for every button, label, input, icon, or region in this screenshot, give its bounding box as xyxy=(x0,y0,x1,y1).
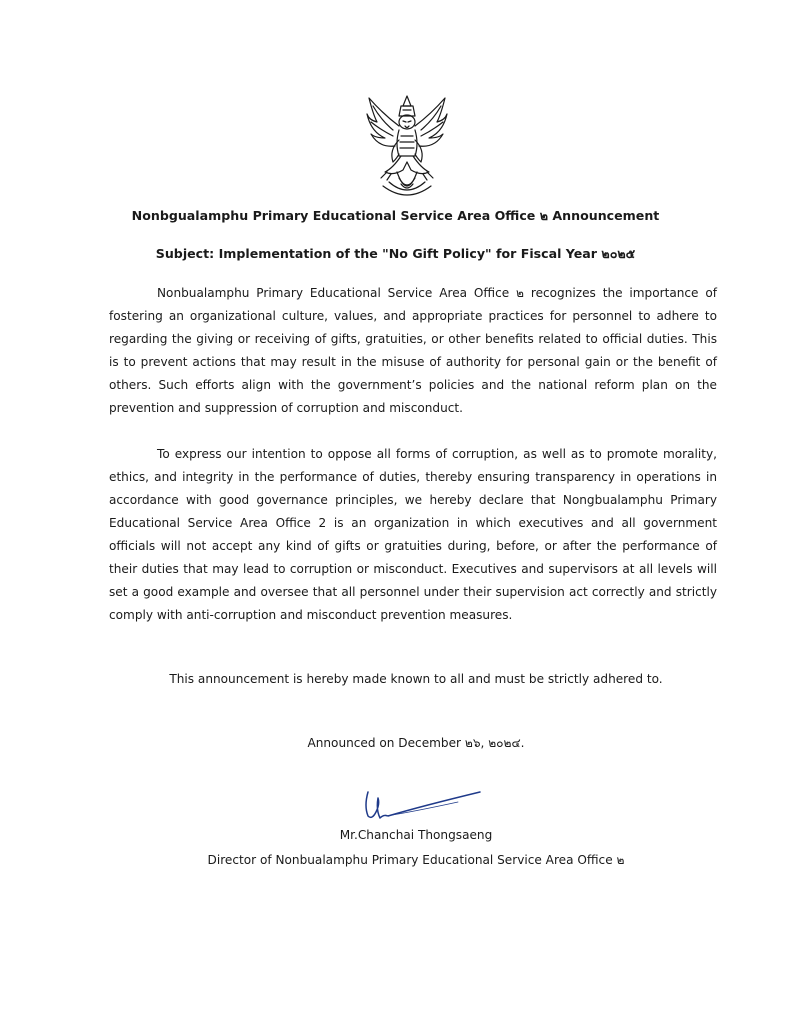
announcement-subject: Subject: Implementation of the "No Gift Policy" for Fiscal Year ๒๐๒๕ xyxy=(155,246,636,261)
signatory-name: Mr.Chanchai Thongsaeng xyxy=(339,828,493,842)
announcement-date: Announced on December ๒๖, ๒๐๒๔. xyxy=(307,736,525,750)
body-paragraph-1: Nonbualamphu Primary Educational Service Area Office ๒ recognizes the importance of fostering an organizational culture, values, and appropriate practices for personnel to adhere to regarding the giving or receiving of gifts, gratuities, or other benefits related to official duties. This is to prevent actions that may result in the misuse of authority for personal gain or the benefit of others. Such efforts align with the government’s policies and the national reform plan on the prevention and suppression of corruption and misconduct. xyxy=(109,286,717,415)
signature-image xyxy=(362,786,486,826)
garuda-emblem-icon xyxy=(363,92,451,200)
announcement-title: Nonbgualamphu Primary Educational Service Area Office ๒ Announcement xyxy=(131,208,660,223)
body-paragraph-3: This announcement is hereby made known to all and must be strictly adhered to. xyxy=(169,672,663,686)
body-paragraph-2: To express our intention to oppose all forms of corruption, as well as to promote morality, ethics, and integrity in the performance of duties, thereby ensuring transparency in operations in accordance with good governance principles, we hereby declare that Nongbualamphu Primary Educational Service Area Office 2 is an organization in which executives and all government officials will not accept any kind of gifts or gratuities during, before, or after the performance of their duties that may lead to corruption or misconduct. Executives and supervisors at all levels will set a good example and oversee that all personnel under their supervision act correctly and strictly comply with anti-corruption and misconduct prevention measures. xyxy=(109,447,717,622)
signatory-title: Director of Nonbualamphu Primary Educational Service Area Office ๒ xyxy=(207,853,625,867)
